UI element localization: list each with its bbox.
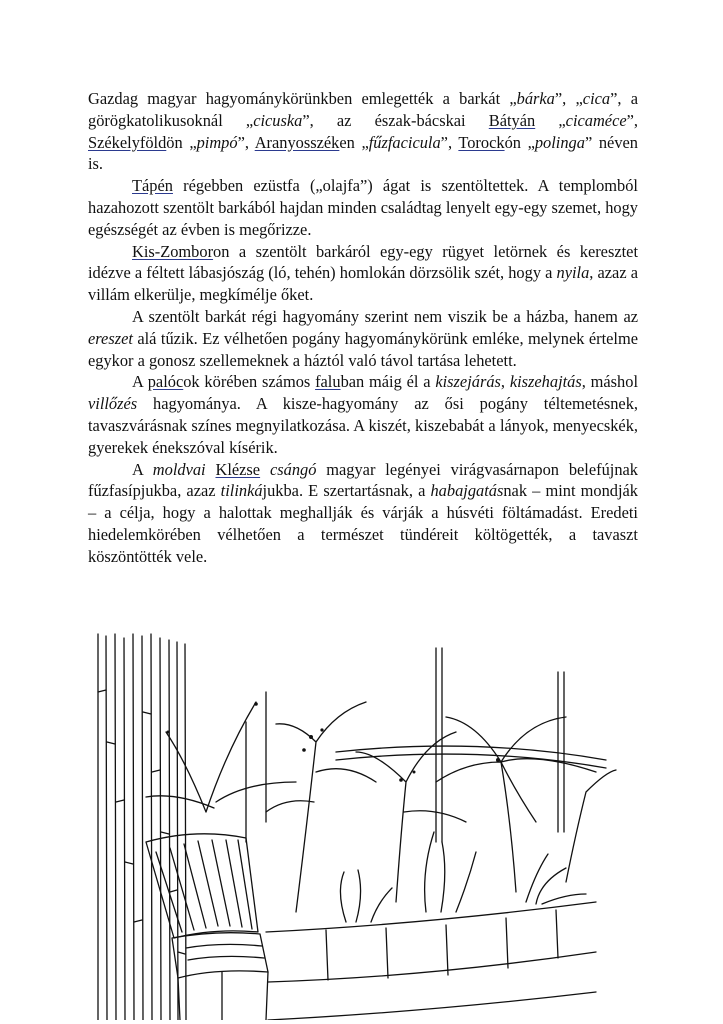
text-run: „ [535, 110, 566, 130]
italic-term: cicaméce [565, 110, 627, 130]
body-text [88, 88, 638, 568]
text-run: ”, [626, 110, 639, 130]
italic-term: villőzés [88, 394, 138, 414]
paragraph [88, 241, 638, 306]
italic-term: fűzfacicula [368, 132, 441, 152]
rattan-chair [146, 834, 268, 1020]
place-link[interactable]: Székelyföld [88, 132, 167, 152]
place-link[interactable]: Klézse [215, 459, 261, 479]
text-run: A szentölt barkát régi hagyomány szerint nem viszik be a házba, hanem az [132, 306, 638, 326]
text-run: ”, [440, 132, 459, 152]
place-link[interactable]: Torock [458, 132, 505, 152]
place-link[interactable]: Kis-Zombor [132, 241, 214, 261]
place-link[interactable]: Aranyosszék [254, 132, 340, 152]
text-run: , máshol [581, 372, 638, 392]
text-run: en „ [339, 132, 369, 152]
italic-term: cicuska [253, 110, 303, 130]
italic-term: habajgatás [430, 481, 504, 501]
place-link[interactable]: falu [315, 372, 341, 392]
text-run: on a szentölt barkáról egy-egy rügyet letörnek és keresztet idézve a féltett lábasjószág (ló, tehén) homlokán dörzsölik szét, hogy a [88, 241, 638, 283]
italic-term: tilinká [220, 481, 263, 501]
text-run: magyar legényei virágvasárnapon belefújnak fűzfasípjukba, azaz [88, 459, 639, 501]
paragraph [88, 175, 638, 240]
italic-term: csángó [269, 459, 317, 479]
garden-illustration [96, 632, 618, 1020]
text-run: jukba. E szertartásnak, a [262, 481, 431, 501]
garden-drawing [96, 632, 618, 1020]
text-run: ok körében számos [183, 372, 316, 392]
text-run: ”, [237, 132, 255, 152]
text-run: ban máig él a [340, 372, 436, 392]
text-run: , azaz a villám elkerülje, megkímélje őket. [88, 263, 638, 305]
text-run [260, 460, 270, 479]
italic-term: cica [582, 89, 611, 108]
paragraph [88, 306, 638, 371]
text-run: hagyománya. A kisze-hagyomány az ősi pogány téltemetésnek, tavaszvárásnak színes megnyilatkozása. A kiszét, kiszebabát a lányok, menyecskék, gyerekek énekszóval kísérik. [88, 394, 638, 457]
italic-term: bárka [516, 89, 555, 108]
text-run [206, 460, 216, 479]
text-run: régebben ezüstfa („olajfa”) ágat is szentöltettek. A templomból hazahozott szentölt barkából hajdan minden családtag lenyelt egy-egy szemet, hogy egészségét az évben is megőrizze. [88, 176, 638, 239]
text-run: ”, az észak-bácskai [302, 110, 489, 130]
place-link[interactable]: palóc [147, 372, 184, 392]
text-run: ön „ [166, 132, 197, 152]
text-run: ”, a görögkatolikusoknál „ [88, 89, 639, 130]
plants [146, 702, 616, 922]
italic-term: kiszehajtás [509, 372, 582, 392]
text-run: alá tűzik. Ez vélhetően pogány hagyománykörünk emléke, melynek értelme egykor a gonosz szellemeknek a háztól való távol tartása lehetett. [88, 328, 638, 370]
foliage-dots [167, 702, 501, 782]
text-run: , [500, 372, 510, 392]
italic-term: polinga [534, 132, 585, 152]
italic-term: ereszet [88, 328, 133, 348]
paragraph [88, 459, 638, 568]
italic-term: moldvai [152, 459, 206, 479]
text-run: A [132, 459, 153, 479]
text-run: ” néven is. [88, 132, 638, 174]
wall-lines [246, 648, 606, 842]
place-link[interactable]: Bátyán [488, 110, 536, 130]
italic-term: pimpó [196, 132, 238, 152]
text-run: ”, „ [554, 89, 583, 108]
paragraph [88, 88, 638, 175]
bamboo-screen [98, 634, 186, 1020]
place-link[interactable]: Tápén [132, 176, 173, 196]
text-run: Gazdag magyar hagyománykörünkben emlegették a barkát „ [88, 89, 517, 108]
text-run: ón „ [504, 132, 535, 152]
italic-term: kiszejárás [435, 372, 501, 392]
italic-term: nyila [556, 263, 590, 283]
paragraph [88, 371, 638, 458]
text-run: A [132, 372, 148, 392]
text-run: nak – mint mondják – a célja, hogy a halottak meghallják és várják a húsvéti föltámadást. Eredeti hiedelemkörében vélhetően a természet tündéreit költögették, a tavaszt köszöntötték vele. [88, 481, 638, 566]
planter-wall [266, 902, 596, 1020]
